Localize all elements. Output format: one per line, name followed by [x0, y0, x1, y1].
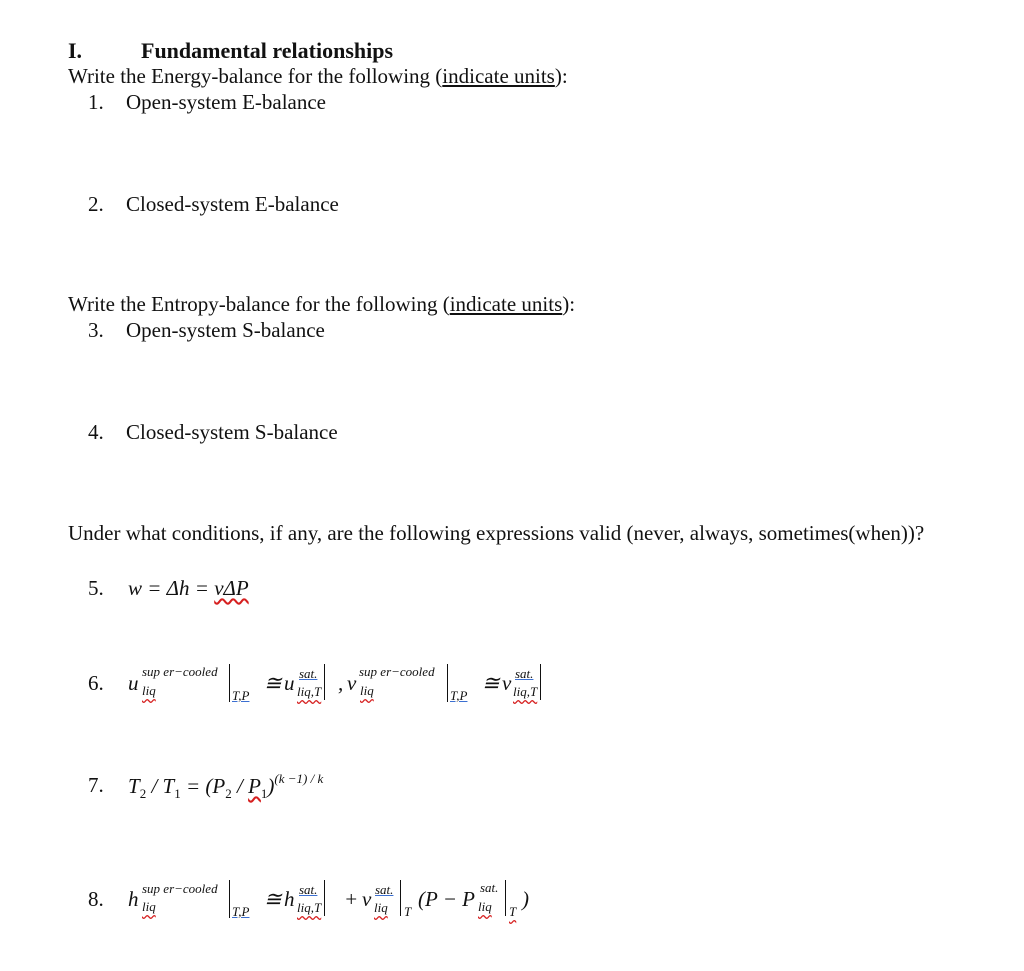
expr-number: 7. [88, 773, 104, 797]
expr7-sub-2b: 2 [225, 786, 232, 802]
expr8-sup-supercooled: sup er−cooled [142, 881, 218, 896]
expr6-sup-sat: sat. [299, 666, 318, 681]
expr8-sub-t-2: T [509, 904, 517, 919]
expr8-h: h [128, 887, 139, 911]
item-number: 3. [88, 318, 104, 342]
expr6-approx: ≅ [264, 671, 282, 695]
expr6-sup-sat-2: sat. [515, 666, 534, 681]
expr6-v: v [347, 671, 357, 695]
expr-number: 8. [88, 887, 104, 911]
expr7-sub-1b: 1 [260, 786, 268, 802]
expr7-p1: P [248, 774, 261, 798]
entropy-intro-post: ): [562, 292, 576, 316]
expr8-eval-bar [229, 880, 230, 918]
expr8-eval-bar-4 [505, 880, 506, 916]
expr8-plus: + [344, 887, 359, 911]
energy-intro-pre: Write the Energy-balance for the following ( [68, 64, 443, 88]
item-number: 1. [88, 90, 104, 114]
expr6-u: u [128, 671, 139, 695]
energy-intro [68, 64, 568, 89]
expression-7 [128, 773, 323, 802]
expr6-comma: , [338, 671, 344, 695]
expr6-sup-supercooled-2: sup er−cooled [359, 664, 435, 679]
expr8-sup-sat-3: sat. [480, 880, 499, 895]
expr8-sub-t: T [404, 904, 412, 919]
expr6-sub-liq-2: liq [360, 683, 374, 698]
expr8-sup-sat: sat. [299, 882, 318, 897]
expr8-eval-bar-2 [324, 880, 325, 916]
entropy-intro-underlined: indicate units [449, 292, 563, 316]
expr-number: 6. [88, 671, 104, 695]
expr8-paren-close: ) [522, 887, 529, 911]
entropy-intro [68, 292, 575, 317]
expr8-eval-bar-3 [400, 880, 401, 916]
expr8-sub-liq-3: liq [478, 899, 492, 914]
expr6-approx-2: ≅ [482, 671, 500, 695]
expr8-sub-liq-t: liq,T [297, 900, 322, 915]
expr7-slash: / [146, 774, 163, 798]
expr7-t2: T [128, 774, 140, 798]
expr8-sub-tp: T,P [232, 904, 250, 919]
expr6-sub-liq: liq [142, 683, 156, 698]
item-open-s-balance: Open-system S-balance [126, 318, 325, 342]
expr6-sub-tp: T,P [232, 688, 250, 703]
expr6-sub-tp-2: T,P [450, 688, 468, 703]
expr7-close: ) [267, 774, 275, 798]
expr5-rhs: vΔP [214, 576, 249, 600]
expr5-lhs: w = Δh = [128, 576, 215, 600]
item-closed-e-balance: Closed-system E-balance [126, 192, 339, 216]
expr8-sub-liq-2: liq [374, 900, 388, 915]
expr7-sub-1: 1 [174, 786, 181, 802]
item-number: 4. [88, 420, 104, 444]
expr6-sub-liq-t-2: liq,T [513, 684, 538, 699]
item-open-e-balance: Open-system E-balance [126, 90, 327, 114]
expr6-eval-bar-3 [447, 664, 448, 702]
item-number: 2. [88, 192, 104, 216]
expr7-t1: T [162, 774, 175, 798]
expr6-u2: u [284, 671, 295, 695]
entropy-intro-pre: Write the Entropy-balance for the following ( [68, 292, 450, 316]
expr7-sub-2: 2 [139, 786, 147, 802]
expr7-exponent: (k −1) / k [274, 771, 324, 786]
expr6-sup-supercooled: sup er−cooled [142, 664, 218, 679]
item-closed-s-balance: Closed-system S-balance [126, 420, 338, 444]
expr8-h2: h [284, 887, 295, 911]
expr8-paren-open: (P − P [418, 887, 475, 911]
expr6-v2: v [502, 671, 512, 695]
expr7-slash-2: / [231, 774, 249, 798]
expr6-eval-bar [229, 664, 230, 702]
expression-5 [128, 576, 249, 601]
expr8-sub-liq: liq [142, 899, 156, 914]
section-number: I. [68, 38, 83, 63]
expr7-eq: = (P [180, 774, 226, 798]
conditions-question: Under what conditions, if any, are the following expressions valid (never, always, sometimes(when))? [68, 521, 925, 545]
energy-intro-post: ): [554, 64, 568, 88]
expr8-v: v [362, 887, 372, 911]
expr8-sup-sat-2: sat. [375, 882, 394, 897]
expr8-approx: ≅ [264, 887, 282, 911]
expr6-eval-bar-4 [540, 664, 541, 700]
energy-intro-underlined: indicate units [442, 64, 555, 88]
expr6-eval-bar-2 [324, 664, 325, 700]
section-title: Fundamental relationships [141, 38, 394, 63]
expr6-sub-liq-t: liq,T [297, 684, 322, 699]
expr-number: 5. [88, 576, 104, 600]
